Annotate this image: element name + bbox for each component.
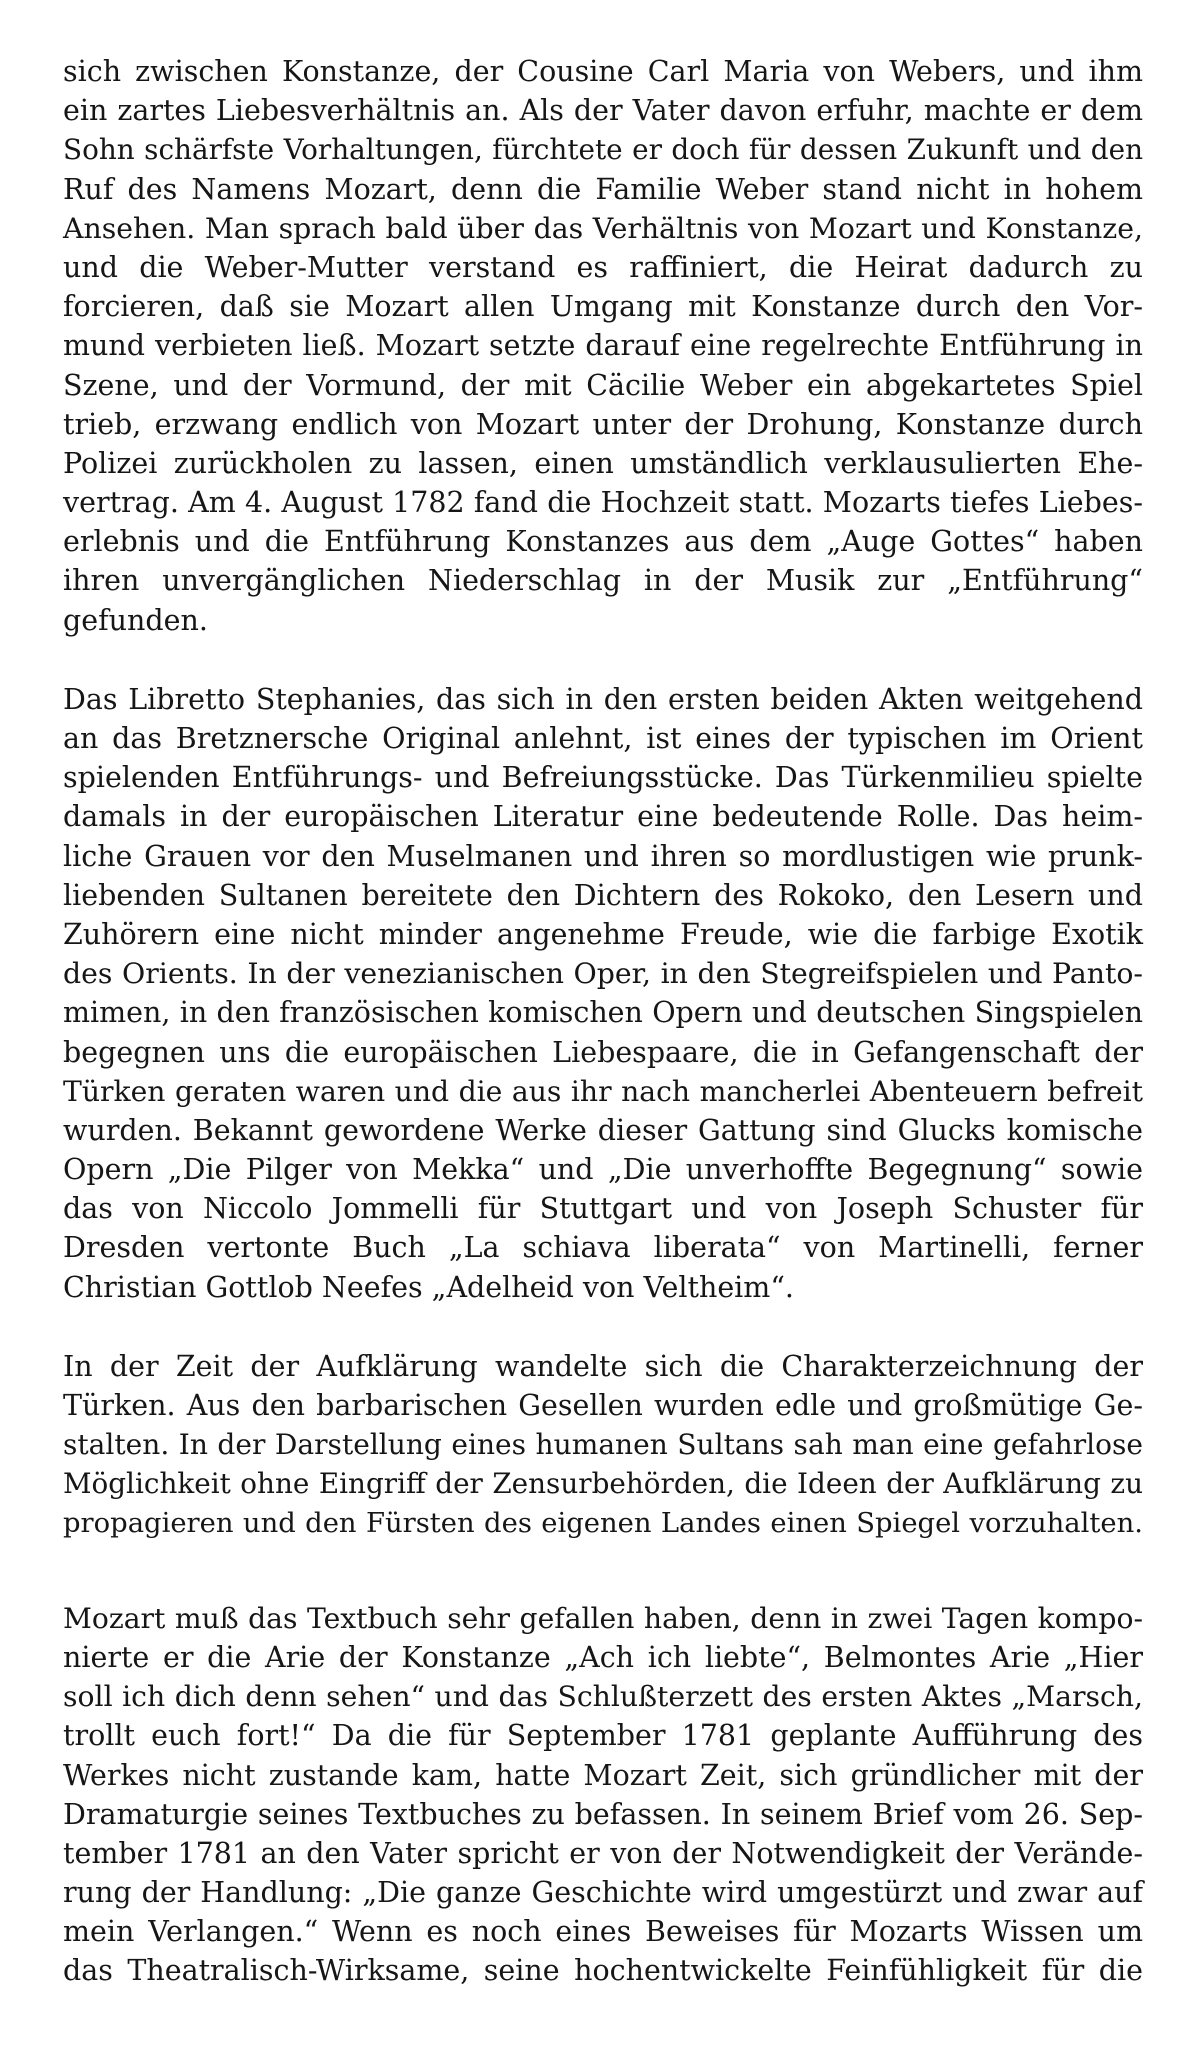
text-line: liebenden Sultanen bereitete den Dichtern des Rokoko, den Lesern und [63,878,1143,912]
text-line: das Theatralisch-Wirksame, seine hochentwickelte Feinfühligkeit für die [63,1954,1143,1988]
text-line: stalten. In der Darstellung eines humanen Sultans sah man eine gefahrlose [63,1428,1143,1462]
text-line: Mozart muß das Textbuch sehr gefallen haben, denn in zwei Tagen kompo- [63,1601,1143,1635]
text-line: und die Weber-Mutter verstand es raffiniert, die Heirat dadurch zu [63,250,1143,284]
text-line: gefunden. [63,603,208,637]
paragraph-spacer [63,1307,1143,1347]
text-line: tember 1781 an den Vater spricht er von der Notwendigkeit der Verände- [63,1836,1143,1870]
text-line: des Orients. In der venezianischen Oper, in den Stegreifspielen und Panto- [63,957,1143,991]
text-line: Zuhörern eine nicht minder angenehme Freude, wie die farbige Exotik [63,917,1143,951]
text-line: damals in der europäischen Literatur eine bedeutende Rolle. Das heim- [63,800,1143,834]
text-line: das von Niccolo Jommelli für Stuttgart und von Joseph Schuster für [63,1192,1143,1226]
text-line: Türken geraten waren und die aus ihr nach mancherlei Abenteuern befreit [63,1074,1143,1108]
text-line: mund verbieten ließ. Mozart setzte darauf eine regelrechte Entführung in [63,329,1143,363]
text-line: sich zwischen Konstanze, der Cousine Carl Maria von Webers, und ihm [63,55,1143,88]
text-line: an das Bretznersche Original anlehnt, ist eines der typischen im Orient [63,722,1143,755]
text-line: Polizei zurückholen zu lassen, einen umständlich verklausulierten Ehe- [63,446,1143,480]
text-line: mein Verlangen.“ Wenn es noch eines Beweises für Mozarts Wissen um [63,1915,1143,1949]
text-line: Dresden vertonte Buch „La schiava liberata“ von Martinelli, ferner [63,1231,1143,1265]
paragraph-3 [63,1347,1143,1543]
text-line: vertrag. Am 4. August 1782 fand die Hochzeit statt. Mozarts tiefes Liebes- [63,486,1143,520]
text-line: propagieren und den Fürsten des eigenen Landes einen Spiegel vorzuhalten. [63,1507,1143,1539]
text-line: Dramaturgie seines Textbuches zu befassen. In seinem Brief vom 26. Sep- [63,1797,1143,1831]
text-line: spielenden Entführungs- und Befreiungsstücke. Das Türkenmilieu spielte [63,761,1143,795]
text-line: Sohn schärfste Vorhaltungen, fürchtete er doch für dessen Zukunft und den [63,133,1143,167]
paragraph-4 [63,1599,1143,1991]
text-line: Werkes nicht zustande kam, hatte Mozart Zeit, sich gründlicher mit der [63,1758,1143,1792]
text-line: In der Zeit der Aufklärung wandelte sich die Charakterzeichnung der [63,1349,1143,1383]
text-line: mimen, in den französischen komischen Opern und deutschen Singspielen [63,996,1143,1030]
paragraph-1 [63,52,1143,640]
text-line: ein zartes Liebesverhältnis an. Als der Vater davon erfuhr, machte er dem [63,94,1143,128]
text-line: Ruf des Namens Mozart, denn die Familie Weber stand nicht in hohem [63,172,1143,206]
text-line: soll ich dich denn sehen“ und das Schlußterzett des ersten Aktes „Marsch, [63,1680,1143,1714]
text-line: Opern „Die Pilger von Mekka“ und „Die unverhoffte Begegnung“ sowie [63,1153,1143,1187]
text-line: trollt euch fort!“ Da die für September 1781 geplante Aufführung des [63,1719,1143,1753]
text-line: rung der Handlung: „Die ganze Geschichte wird umgestürzt und zwar auf [63,1876,1143,1910]
text-line: wurden. Bekannt gewordene Werke dieser Gattung sind Glucks komische [63,1113,1143,1147]
text-line: nierte er die Arie der Konstanze „Ach ich liebte“, Belmontes Arie „Hier [63,1640,1143,1674]
paragraph-spacer [63,1543,1143,1599]
text-line: Ansehen. Man sprach bald über das Verhältnis von Mozart und Konstanze, [63,211,1143,245]
paragraph-spacer [63,640,1143,680]
text-line: begegnen uns die europäischen Liebespaare, die in Gefangenschaft der [63,1035,1143,1069]
text-line: ihren unvergänglichen Niederschlag in der Musik zur „Entführung“ [63,564,1143,598]
text-line: trieb, erzwang endlich von Mozart unter der Drohung, Konstanze durch [63,407,1143,441]
text-line: liche Grauen vor den Muselmanen und ihren so mordlustigen wie prunk- [63,839,1143,873]
text-line: Szene, und der Vormund, der mit Cäcilie Weber ein abgekartetes Spiel [63,368,1143,402]
text-line: Möglichkeit ohne Eingriff der Zensurbehörden, die Ideen der Aufklärung zu [63,1467,1143,1501]
text-line: erlebnis und die Entführung Konstanzes aus dem „Auge Gottes“ haben [63,525,1143,559]
paragraph-2 [63,680,1143,1307]
text-line: Das Libretto Stephanies, das sich in den ersten beiden Akten weitgehend [63,682,1143,716]
text-line: Türken. Aus den barbarischen Gesellen wurden edle und großmütige Ge- [63,1389,1143,1422]
text-line: Christian Gottlob Neefes „Adelheid von Veltheim“. [63,1270,794,1304]
text-line: forcieren, daß sie Mozart allen Umgang mit Konstanze durch den Vor- [63,290,1143,324]
document-page [63,52,1143,1991]
